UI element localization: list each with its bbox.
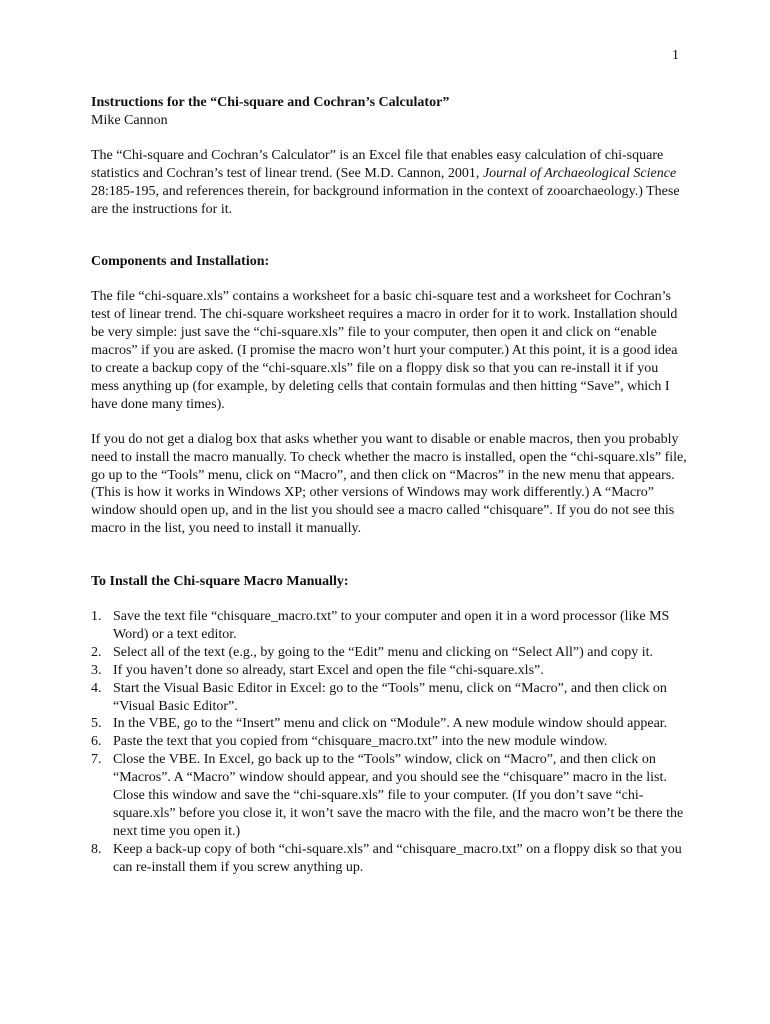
section-heading-manual-install: To Install the Chi-square Macro Manually: (91, 574, 349, 590)
list-item (91, 841, 689, 877)
step-number: 1. (91, 609, 102, 625)
step-number: 7. (91, 752, 102, 768)
intro-text-end: 28:185-195, and references therein, for background information in the context of zooarchaeology.) These are the instructions for it. (91, 183, 680, 217)
paragraph-manual-check: If you do not get a dialog box that asks whether you want to disable or enable macros, then you probably need to install the macro manually. To check whether the macro is installed, open the “chi-square.xls” file, go up to the “Tools” menu, click on “Macro”, and then click on “Macros” in the new menu that appears. (This is how it works in Windows XP; other versions of Windows may work differently.) A “Macro” window should open up, and in the list you should see a macro called “chisquare”. If you do not see this macro in the list, you need to install it manually. (91, 431, 687, 537)
journal-title: Journal of Archaeological Science (482, 165, 677, 181)
step-text: Keep a back-up copy of both “chi-square.xls” and “chisquare_macro.txt” on a floppy disk so that you can re-install them if you screw anything up. (113, 841, 682, 875)
install-steps-list (91, 608, 689, 877)
document-author: Mike Cannon (91, 112, 168, 128)
list-item (91, 662, 689, 680)
step-text: If you haven’t done so already, start Excel and open the file “chi-square.xls”. (113, 662, 544, 678)
list-item (91, 751, 689, 841)
step-number: 5. (91, 716, 102, 732)
step-text: In the VBE, go to the “Insert” menu and click on “Module”. A new module window should appear. (113, 716, 668, 732)
step-text: Save the text file “chisquare_macro.txt” to your computer and open it in a word processor (like MS Word) or a text editor. (113, 609, 670, 642)
paragraph-installation: The file “chi-square.xls” contains a worksheet for a basic chi-square test and a worksheet for Cochran’s test of linear trend. The chi-square worksheet requires a macro in order for it to work. Installation should be very simple: just save the “chi-square.xls” file to your computer, then open it and click on “enable macros” if you are asked. (I promise the macro won’t hurt your computer.) At this point, it is a good idea to create a backup copy of the “chi-square.xls” file on a floppy disk so that you can re-install it if you mess anything up (for example, by deleting cells that contain formulas and then hitting “Save”, which I have done many times). (91, 289, 678, 412)
step-number: 4. (91, 680, 102, 696)
step-number: 6. (91, 734, 102, 750)
step-text: Select all of the text (e.g., by going to the “Edit” menu and clicking on “Select All”) and copy it. (113, 644, 654, 660)
section-heading-components: Components and Installation: (91, 254, 270, 270)
step-text: Start the Visual Basic Editor in Excel: go to the “Tools” menu, click on “Macro”, and then click on “Visual Basic Editor”. (113, 680, 667, 714)
step-text: Paste the text that you copied from “chisquare_macro.txt” into the new module window. (113, 734, 608, 750)
step-number: 3. (91, 662, 102, 678)
document-title: Instructions for the “Chi-square and Cochran’s Calculator” (91, 95, 450, 110)
step-number: 2. (91, 644, 102, 660)
list-item (91, 608, 689, 644)
step-text: Close the VBE. In Excel, go back up to the “Tools” window, click on “Macro”, and then click on “Macros”. A “Macro” window should appear, and you should see the “chisquare” macro in the list. Close this window and save the “chi-square.xls” file to your computer. (If you don’t save “chi-square.xls” before you close it, it won’t save the macro with the file, and the macro won’t be there the next time you open it.) (113, 752, 684, 839)
list-item (91, 733, 689, 751)
page-number: 1 (672, 48, 679, 63)
list-item (91, 715, 689, 733)
step-number: 8. (91, 841, 102, 857)
document-body (91, 94, 689, 877)
intro-text-start: The “Chi-square and Cochran’s Calculator” is an Excel file that enables easy calculation of chi-square statistics and Cochran’s test of linear trend. (See M.D. Cannon, 2001, (91, 147, 664, 181)
list-item (91, 680, 689, 716)
intro-paragraph (91, 147, 689, 219)
list-item (91, 644, 689, 662)
